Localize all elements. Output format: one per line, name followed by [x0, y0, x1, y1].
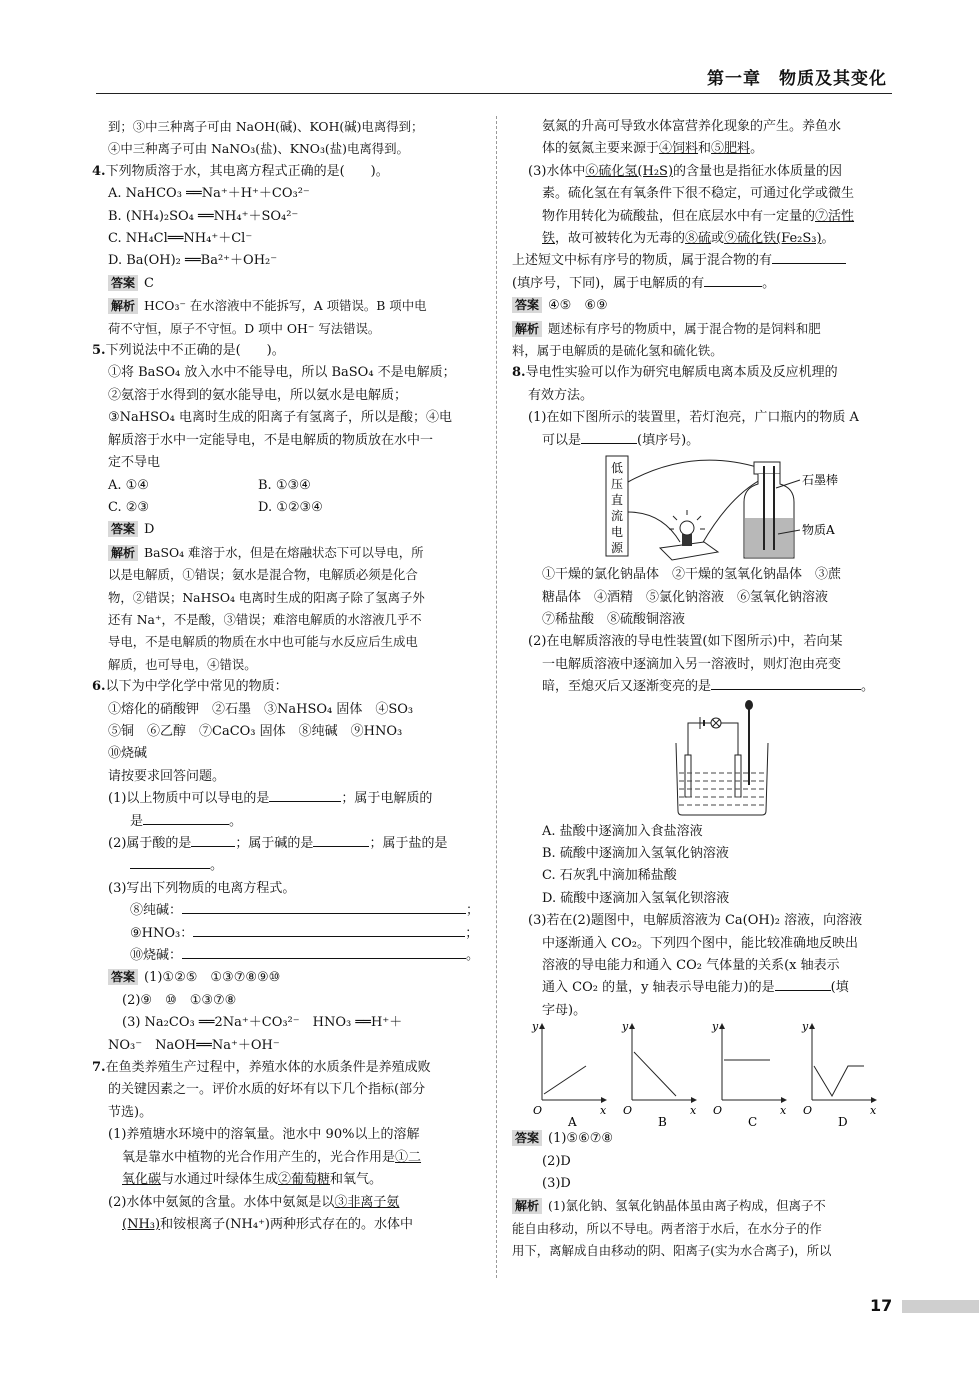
part-1: (1)以上物质中可以导电的是 ；属于电解质的	[92, 788, 483, 810]
graph-curve	[544, 1066, 586, 1094]
part-2-cont: 。	[92, 855, 483, 877]
equation-line: ⑨HNO₃： ；	[92, 923, 483, 945]
explain-line: 荷不守恒，原子不守恒。D 项中 OH⁻ 写法错误。	[108, 320, 381, 336]
answer-blank[interactable]	[182, 945, 466, 959]
options-cd: C. ②③ D. ①②③④	[108, 499, 323, 515]
answer-line: (3)D	[542, 1176, 571, 1191]
question-5-stem: 5.下列说法中不正确的是( )。	[92, 343, 285, 359]
text-line: 一电解质溶液中逐滴加入另一溶液时，则灯泡由亮变	[542, 656, 842, 672]
text-line: 氧化碳与水通过叶绿体生成②葡萄糖和氧气。	[122, 1172, 383, 1188]
text-line: 氨氮的升高可导致水体富营养化现象的产生。养鱼水	[542, 119, 842, 134]
svg-text:x: x	[780, 1104, 787, 1118]
wire	[628, 460, 760, 482]
power-label-char: 源	[610, 541, 624, 556]
text-line: ②氨溶于水得到的氨水能导电，所以氨水是电解质；	[108, 387, 408, 403]
text-line: 上述短文中标有序号的物质，属于混合物的有	[512, 250, 892, 272]
power-label-char: 压	[610, 477, 624, 492]
header-rule	[96, 93, 892, 94]
text-line: ⑤铜 ⑥乙醇 ⑦CaCO₃ 固体 ⑧纯碱 ⑨HNO₃	[108, 723, 403, 739]
explain-line: 解质，也可导电，④错误。	[108, 656, 257, 672]
option-b: B. (NH₄)₂SO₄ ══NH₄⁺＋SO₄²⁻	[108, 208, 299, 224]
text-line: (填序号，下同)，属于电解质的有 。	[512, 273, 892, 295]
explain-tag: 解析	[108, 545, 138, 561]
text-line: 素。硫化氢在有氧条件下很不稳定，可通过化学或微生	[542, 186, 855, 202]
text-line: 暗，至熄灭后又逐渐变亮的是 。	[512, 676, 892, 698]
answer-blank[interactable]	[193, 923, 465, 937]
answer-line: NO₃⁻ NaOH══Na⁺＋OH⁻	[108, 1037, 280, 1053]
svg-text:x: x	[600, 1104, 607, 1118]
svg-text:y: y	[802, 1022, 809, 1034]
answer-line: (2)D	[542, 1153, 571, 1169]
options-line: 糖晶体 ④酒精 ⑤氯化钠溶液 ⑥氢氧化钠溶液	[542, 589, 829, 605]
text-line: 物作用转化为硫酸盐，但在底层水中有一定量的⑦活性	[542, 208, 855, 224]
text-line: (2)在电解质溶液的导电性装置(如下图所示)中，若向某	[528, 634, 843, 650]
page-number-bar	[902, 1300, 979, 1313]
options-line: ①干燥的氯化钠晶体 ②干燥的氢氧化钠晶体 ③蔗	[542, 567, 842, 583]
bottle-stopper	[754, 462, 780, 474]
answer-line: (2)⑨ ⑩ ①③⑦⑧	[122, 992, 237, 1008]
graph-a	[531, 1022, 607, 1128]
svg-text:y: y	[532, 1022, 539, 1034]
text-line: 节选)。	[108, 1104, 153, 1120]
answer-blank[interactable]	[775, 977, 831, 991]
lamp-holder	[682, 534, 692, 546]
graph-curve	[634, 1052, 676, 1096]
text-line: ①熔化的硝酸钾 ②石墨 ③NaHSO₄ 固体 ④SO₃	[108, 701, 414, 717]
graph-label: B	[658, 1115, 667, 1129]
explain-line: 物，②错误；NaHSO₄ 电离时生成的阳离子除了氢离子外	[108, 589, 425, 605]
choice-d: D. 硫酸中逐滴加入氢氧化钡溶液	[542, 890, 730, 906]
text-line: ⑩烧碱	[108, 746, 148, 762]
answer-line: 答案 (1)⑤⑥⑦⑧	[512, 1128, 892, 1150]
wire	[628, 512, 680, 542]
answer-line: 答案 ④⑤ ⑥⑨	[512, 295, 892, 317]
text-line: (3)水体中⑥硫化氢(H₂S)的含量也是指征水体质量的因	[528, 163, 843, 179]
text-line: (1)在如下图所示的装置里，若灯泡亮，广口瓶内的物质 A	[528, 410, 859, 426]
electrode	[685, 755, 691, 797]
option-d: D. Ba(OH)₂ ══Ba²⁺＋OH₂⁻	[108, 253, 278, 269]
text-line: (1)养殖塘水环境中的溶氧量。池水中 90%以上的溶解	[108, 1127, 420, 1143]
substance-a-label: 物质A	[802, 523, 835, 538]
answer-blank[interactable]	[711, 676, 861, 690]
power-label-char: 电	[610, 525, 624, 540]
power-label-char: 低	[610, 461, 624, 476]
options-ab: A. ①④ B. ①③④	[108, 477, 311, 493]
text-line: 氧是靠水中植物的光合作用产生的，光合作用是①二	[122, 1149, 422, 1165]
answer-tag: 答案	[108, 969, 138, 985]
svg-text:O: O	[623, 1104, 633, 1118]
answer-line: 答案 (1)①②⑤ ①③⑦⑧⑨⑩	[92, 967, 483, 989]
text-line: 到；③中三种离子可由 NaOH(碱)、KOH(碱)电离得到；	[108, 119, 424, 134]
explain-line: 能自由移动，所以不导电。两者溶于水后，在水分子的作	[512, 1220, 822, 1236]
explain-line: 用下，离解成自由移动的阴、阳离子(实为水合离子)，所以	[512, 1243, 832, 1259]
part-1-cont: 是 。	[92, 811, 483, 833]
dropper-bulb	[745, 700, 753, 710]
explain-tag: 解析	[512, 1198, 542, 1214]
question-4-stem: 4.下列物质溶于水，其电离方程式正确的是( )。	[92, 163, 389, 179]
answer-blank[interactable]	[313, 833, 369, 847]
graph-c	[711, 1022, 787, 1128]
explain-tag: 解析	[108, 298, 138, 314]
column-divider	[496, 116, 497, 1278]
question-6-stem: 6.以下为中学化学中常见的物质：	[92, 679, 288, 695]
text-line: 有效方法。	[528, 387, 594, 403]
options-line: ⑦稀盐酸 ⑧硫酸铜溶液	[542, 611, 686, 627]
graph-label: A	[568, 1115, 577, 1129]
explain-line: 料，属于电解质的是硫化氢和硫化铁。	[512, 343, 723, 359]
svg-text:x: x	[690, 1104, 697, 1118]
choice-b: B. 硫酸中逐滴加入氢氧化钠溶液	[542, 845, 729, 861]
text-line: 体的氨氮主要来源于④饲料和⑤肥料。	[542, 141, 764, 157]
text-line: ①将 BaSO₄ 放入水中不能导电，所以 BaSO₄ 不是电解质；	[108, 365, 456, 381]
answer-line: 答案 C	[92, 273, 483, 295]
answer-tag: 答案	[108, 521, 138, 537]
page-header-title: 第一章 物质及其变化	[707, 69, 887, 89]
option-c: C. NH₄Cl══NH₄⁺＋Cl⁻	[108, 231, 253, 247]
graph-curve	[814, 1066, 864, 1096]
svg-text:O: O	[533, 1104, 543, 1118]
page-number: 17	[870, 1296, 893, 1315]
explain-line: 解析 (1)氯化钠、氢氧化钠晶体虽由离子构成，但离子不	[512, 1195, 892, 1217]
conductivity-graphs-figure	[512, 1022, 892, 1128]
answer-line: 答案 D	[92, 519, 483, 541]
graph-label: C	[748, 1115, 758, 1129]
svg-text:O: O	[713, 1104, 723, 1118]
answer-tag: 答案	[512, 297, 542, 313]
text-line: 可以是 (填序号)。	[512, 430, 892, 452]
substance-a-liquid	[745, 518, 793, 557]
equation-line: ⑧纯碱： ；	[92, 900, 483, 922]
choice-c: C. 石灰乳中滴加稀盐酸	[542, 868, 677, 884]
choice-a: A. 盐酸中逐滴加入食盐溶液	[542, 823, 703, 839]
option-a: A. NaHCO₃ ══Na⁺＋H⁺＋CO₃²⁻	[108, 186, 310, 202]
text-line: 字母)。	[542, 1002, 587, 1018]
right-column	[512, 116, 892, 1263]
text-line: 中逐渐通入 CO₂。下列四个图中，能比较准确地反映出	[542, 935, 858, 951]
text-line: 的关键因素之一。评价水质的好坏有以下几个指标(部分	[108, 1082, 426, 1098]
part-3: (3)写出下列物质的电离方程式。	[108, 880, 296, 896]
explain-line: 导电，不是电解质的物质在水中也可能与水反应后生成电	[108, 634, 418, 650]
answer-blank[interactable]	[269, 788, 341, 802]
graph-d	[801, 1022, 877, 1128]
text-line: 铁，故可被转化为无毒的⑧硫或⑨硫化铁(Fe₂S₃)。	[542, 231, 835, 247]
question-7-stem: 7.在鱼类养殖生产过程中，养殖水体的水质条件是养殖成败	[92, 1060, 431, 1076]
text-line: 请按要求回答问题。	[108, 768, 226, 784]
svg-text:x: x	[870, 1104, 877, 1118]
question-8-stem: 8.导电性实验可以作为研究电解质电离本质及反应机理的	[512, 365, 838, 381]
bulb-icon	[680, 521, 694, 535]
explain-line: 解析 BaSO₄ 难溶于水，但是在熔融状态下可以导电，所	[92, 542, 483, 564]
svg-text:y: y	[712, 1022, 719, 1034]
answer-blank[interactable]	[772, 250, 846, 264]
answer-tag: 答案	[512, 1130, 542, 1146]
graph-b	[621, 1022, 697, 1128]
answer-blank[interactable]	[704, 273, 762, 287]
text-line: 解质溶于水中一定能导电，不是电解质的物质放在水中一	[108, 432, 434, 448]
explain-line: 解析 HCO₃⁻ 在水溶液中不能拆写，A 项错误。B 项中电	[92, 295, 483, 317]
text-line: (NH₃)和铵根离子(NH₄⁺)两种形式存在的。水体中	[122, 1216, 414, 1232]
text-line: 溶液的导电能力和通入 CO₂ 气体量的关系(x 轴表示	[542, 957, 840, 973]
electrode	[735, 755, 741, 797]
explain-line: 以是电解质，①错误；氨水是混合物，电解质必须是化合	[108, 567, 418, 583]
explain-line: 解析 题述标有序号的物质中，属于混合物的是饲料和肥	[512, 318, 892, 340]
answer-line: (3) Na₂CO₃ ══2Na⁺＋CO₃²⁻ HNO₃ ══H⁺＋	[122, 1015, 403, 1031]
answer-blank[interactable]	[581, 430, 637, 444]
svg-text:y: y	[622, 1022, 629, 1034]
part-2: (2)属于酸的是 ；属于碱的是 ；属于盐的是	[92, 833, 483, 855]
explain-tag: 解析	[512, 321, 542, 337]
power-label-char: 流	[610, 509, 624, 524]
answer-blank[interactable]	[143, 811, 229, 825]
conductivity-apparatus-figure	[512, 452, 892, 564]
text-line: 定不导电	[108, 455, 161, 471]
svg-text:O: O	[803, 1104, 813, 1118]
left-column	[92, 116, 483, 1236]
answer-blank[interactable]	[182, 900, 466, 914]
text-line: (2)水体中氨氮的含量。水体中氨氮是以③非离子氨	[108, 1194, 400, 1210]
explain-line: 还有 Na⁺，不是酸，③错误；难溶电解质的水溶液几乎不	[108, 611, 422, 627]
answer-blank[interactable]	[191, 833, 235, 847]
text-line: ③NaHSO₄ 电离时生成的阳离子有氢离子，所以是酸；④电	[108, 410, 453, 426]
solution-lines	[679, 773, 765, 805]
text-line: (3)若在(2)题图中，电解质溶液为 Ca(OH)₂ 溶液，向溶液	[528, 913, 863, 929]
answer-tag: 答案	[108, 275, 138, 291]
power-label-char: 直	[610, 493, 624, 508]
beaker-apparatus-figure	[512, 699, 892, 821]
graphite-rod-label: 石墨棒	[802, 473, 839, 488]
text-line: ④中三种离子可由 NaNO₃(盐)、KNO₃(盐)电离得到。	[108, 141, 409, 157]
text-line: 通入 CO₂ 的量，y 轴表示导电能力)的是 (填	[512, 977, 892, 999]
equation-line: ⑩烧碱： 。	[92, 945, 483, 967]
graph-label: D	[838, 1115, 848, 1129]
answer-blank[interactable]	[130, 855, 210, 869]
circuit-wire	[688, 723, 738, 795]
